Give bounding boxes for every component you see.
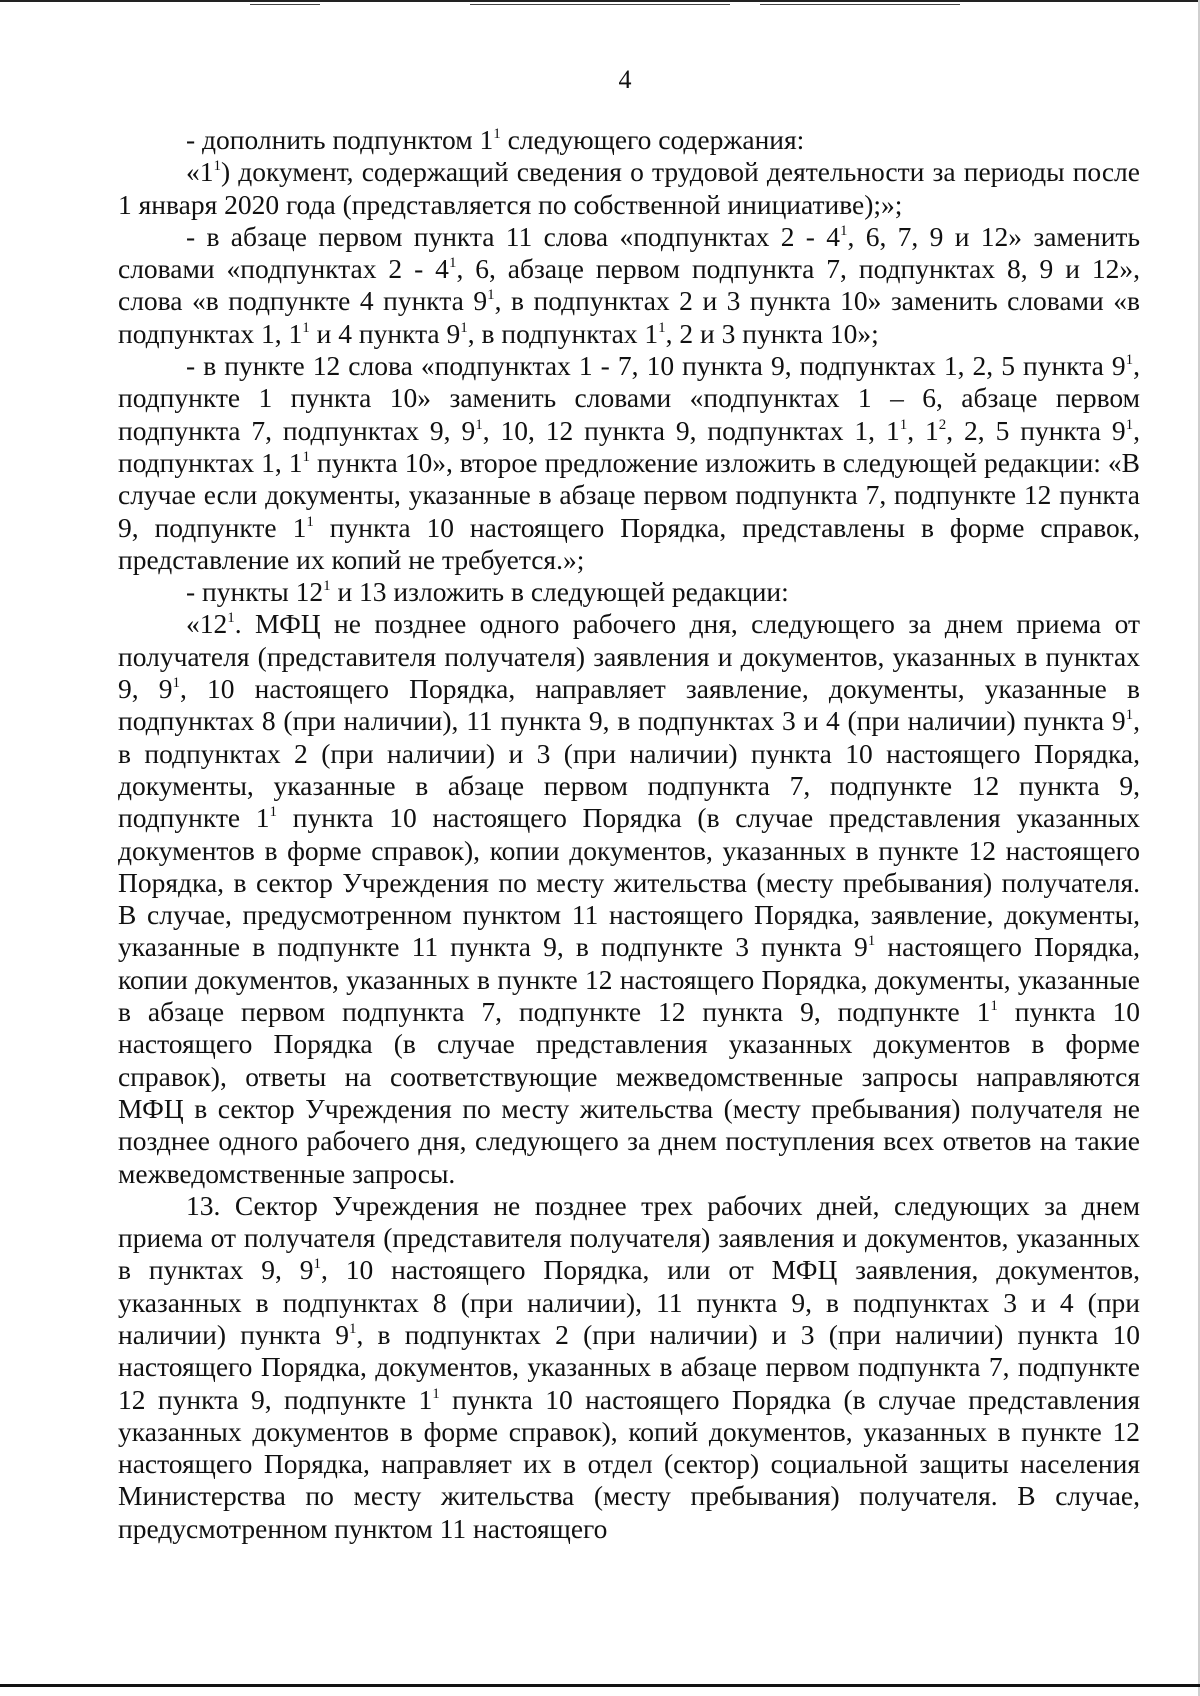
superscript-index: 1 [323, 578, 331, 595]
superscript-index: 1 [1125, 707, 1134, 724]
text-run: следующего содержания: [500, 124, 805, 155]
text-run: , 6, абзаце первом подпункта 7, подпунктах 8, 9 и 12», слова «в подпункте 4 пункта 9 [118, 253, 1140, 317]
text-run: , подпунктах 1, 1 [118, 414, 1140, 478]
text-run: пункта 10 настоящего Порядка (в случае представления указанных документов в форме справок), ответы на соответствующие межведомственные запросы направляются МФЦ в сектор Учреждения по месту жительства (месту пребывания) получателя не позднее одного рабочего дня, следующего за днем поступления всех ответов на такие межведомственные запросы. [118, 996, 1140, 1189]
superscript-index: 1 [493, 126, 501, 142]
text-run: , 10, 12 пункта 9, подпунктах 1, 1 [482, 414, 900, 446]
paragraph [118, 1190, 1140, 1545]
text-run: . МФЦ не позднее одного рабочего дня, следующего за днем приема от получателя (представителя получателя) заявления и документов, указанных в пунктах 9, 9 [118, 608, 1140, 705]
text-run: , 1 [907, 414, 939, 446]
paragraph [118, 221, 1140, 350]
superscript-index: 1 [658, 319, 666, 336]
paragraph [118, 576, 1140, 608]
text-run: и 4 пункта 9 [309, 317, 461, 349]
superscript-index: 1 [313, 1256, 321, 1273]
text-run: «1 [186, 156, 214, 188]
scan-top-mark [470, 4, 730, 5]
text-run: настоящего Порядка, копии документов, указанных в пункте 12 настоящего Порядка, документы, указанные в абзаце первом подпункта 7, подпункте 12 пункта 9, подпункте 1 [118, 931, 1140, 1028]
scan-top-mark [250, 4, 320, 5]
text-run: пункта 10 настоящего Порядка, представлены в форме справок, представление их копий не требуется.»; [118, 511, 1140, 575]
text-run: , 10 настоящего Порядка, направляет заявление, документы, указанные в подпунктах 8 (при наличии), 11 пункта 9, в подпунктах 3 и 4 (при наличии) пункта 9 [118, 673, 1140, 737]
text-run: пункта 10», второе предложение изложить в следующей редакции: «В случае если документы, указанные в абзаце первом подпункта 7, подпункте 12 пункта 9, подпункте 1 [118, 446, 1140, 543]
superscript-index: 1 [172, 675, 181, 692]
text-run: , 10 настоящего Порядка, или от МФЦ заявления, документов, указанных в подпунктах 8 (при наличии), 11 пункта 9, в подпунктах 3 и 4 (при наличии) пункта 9 [118, 1254, 1140, 1350]
superscript-index: 1 [227, 610, 235, 627]
text-run: , в подпунктах 2 и 3 пункта 10» заменить словами «в подпунктах 1, 1 [118, 285, 1140, 349]
paragraph [118, 124, 1140, 156]
superscript-index: 1 [348, 1320, 357, 1337]
text-run: ) документ, содержащий сведения о трудовой деятельности за периоды после 1 января 2020 года (представляется по собственной инициативе);»; [118, 156, 1140, 220]
text-run: - в пункте 12 слова «подпунктах 1 - 7, 10 пункта 9, подпунктах 1, 2, 5 пункта 9 [186, 350, 1126, 382]
superscript-index: 1 [460, 319, 468, 336]
text-run: , 2 и 3 пункта 10»; [665, 317, 879, 349]
text-run: - дополнить подпунктом 1 [186, 124, 494, 155]
paragraph [118, 156, 1140, 221]
superscript-index: 1 [302, 319, 310, 336]
superscript-index: 1 [269, 804, 278, 821]
superscript-index: 1 [487, 287, 495, 304]
superscript-index: 1 [475, 416, 483, 433]
scan-top-edge [0, 0, 1200, 2]
text-run: , 2, 5 пункта 9 [946, 414, 1126, 446]
text-run: , в подпунктах 1 [467, 317, 659, 349]
superscript-index: 1 [432, 1385, 440, 1402]
text-run: - в абзаце первом пункта 11 слова «подпунктах 2 - 4 [186, 220, 841, 252]
superscript-index: 1 [306, 513, 314, 530]
scan-bottom-edge [0, 1684, 1200, 1687]
text-run: , 6, 7, 9 и 12» заменить словами «подпунктах 2 - 4 [118, 220, 1140, 285]
paragraph [118, 350, 1140, 576]
text-run: и 13 изложить в следующей редакции: [330, 576, 789, 608]
text-run: 13. Сектор Учреждения не позднее трех рабочих дней, следующих за днем приема от получателя (представителя получателя) заявления и документов, указанных в пунктах 9, 9 [118, 1189, 1140, 1286]
text-run: - пункты 12 [186, 576, 324, 608]
text-run: пункта 10 настоящего Порядка (в случае представления указанных документов в форме справок), копии документов, указанных в пункте 12 настоящего Порядка, в сектор Учреждения по месту жительства (месту пребывания) получателя. В случае, предусмотренном пунктом 11 настоящего Порядка, заявление, документы, указанные в подпункте 11 пункта 9, в подпункте 3 пункта 9 [118, 802, 1140, 963]
text-run: , в подпунктах 2 (при наличии) и 3 (при наличии) пункта 10 настоящего Порядка, документов, указанных в абзаце первом подпункта 7, подпункте 12 пункта 9, подпункте 1 [118, 1318, 1140, 1415]
superscript-index: 1 [1125, 352, 1134, 369]
superscript-index: 1 [899, 416, 908, 433]
superscript-index: 1 [840, 222, 848, 239]
scan-top-mark [760, 4, 960, 5]
superscript-index: 1 [1125, 416, 1134, 433]
superscript-index: 2 [938, 416, 947, 433]
page-number: 4 [618, 65, 632, 94]
superscript-index: 1 [990, 998, 998, 1015]
superscript-index: 1 [448, 255, 457, 272]
document-body [118, 124, 1140, 1545]
text-run: пункта 10 настоящего Порядка (в случае представления указанных документов в форме справок), копий документов, указанных в пункте 12 настоящего Порядка, направляет их в отдел (сектор) социальной защиты населения Министерства по месту жительства (месту пребывания) получателя. В случае, предусмотренном пунктом 11 настоящего [118, 1383, 1141, 1544]
superscript-index: 1 [867, 933, 876, 950]
superscript-index: 1 [302, 448, 311, 465]
paragraph [118, 608, 1140, 1189]
superscript-index: 1 [213, 158, 221, 175]
text-run: «12 [186, 608, 228, 640]
text-run: , в подпунктах 2 (при наличии) и 3 (при наличии) пункта 10 настоящего Порядка, документы, указанные в абзаце первом подпункта 7, подпункте 12 пункта 9, подпункте 1 [118, 705, 1140, 834]
text-run: , подпункте 1 пункта 10» заменить словами «подпунктах 1 – 6, абзаце первом подпункта 7, подпунктах 9, 9 [118, 350, 1140, 446]
